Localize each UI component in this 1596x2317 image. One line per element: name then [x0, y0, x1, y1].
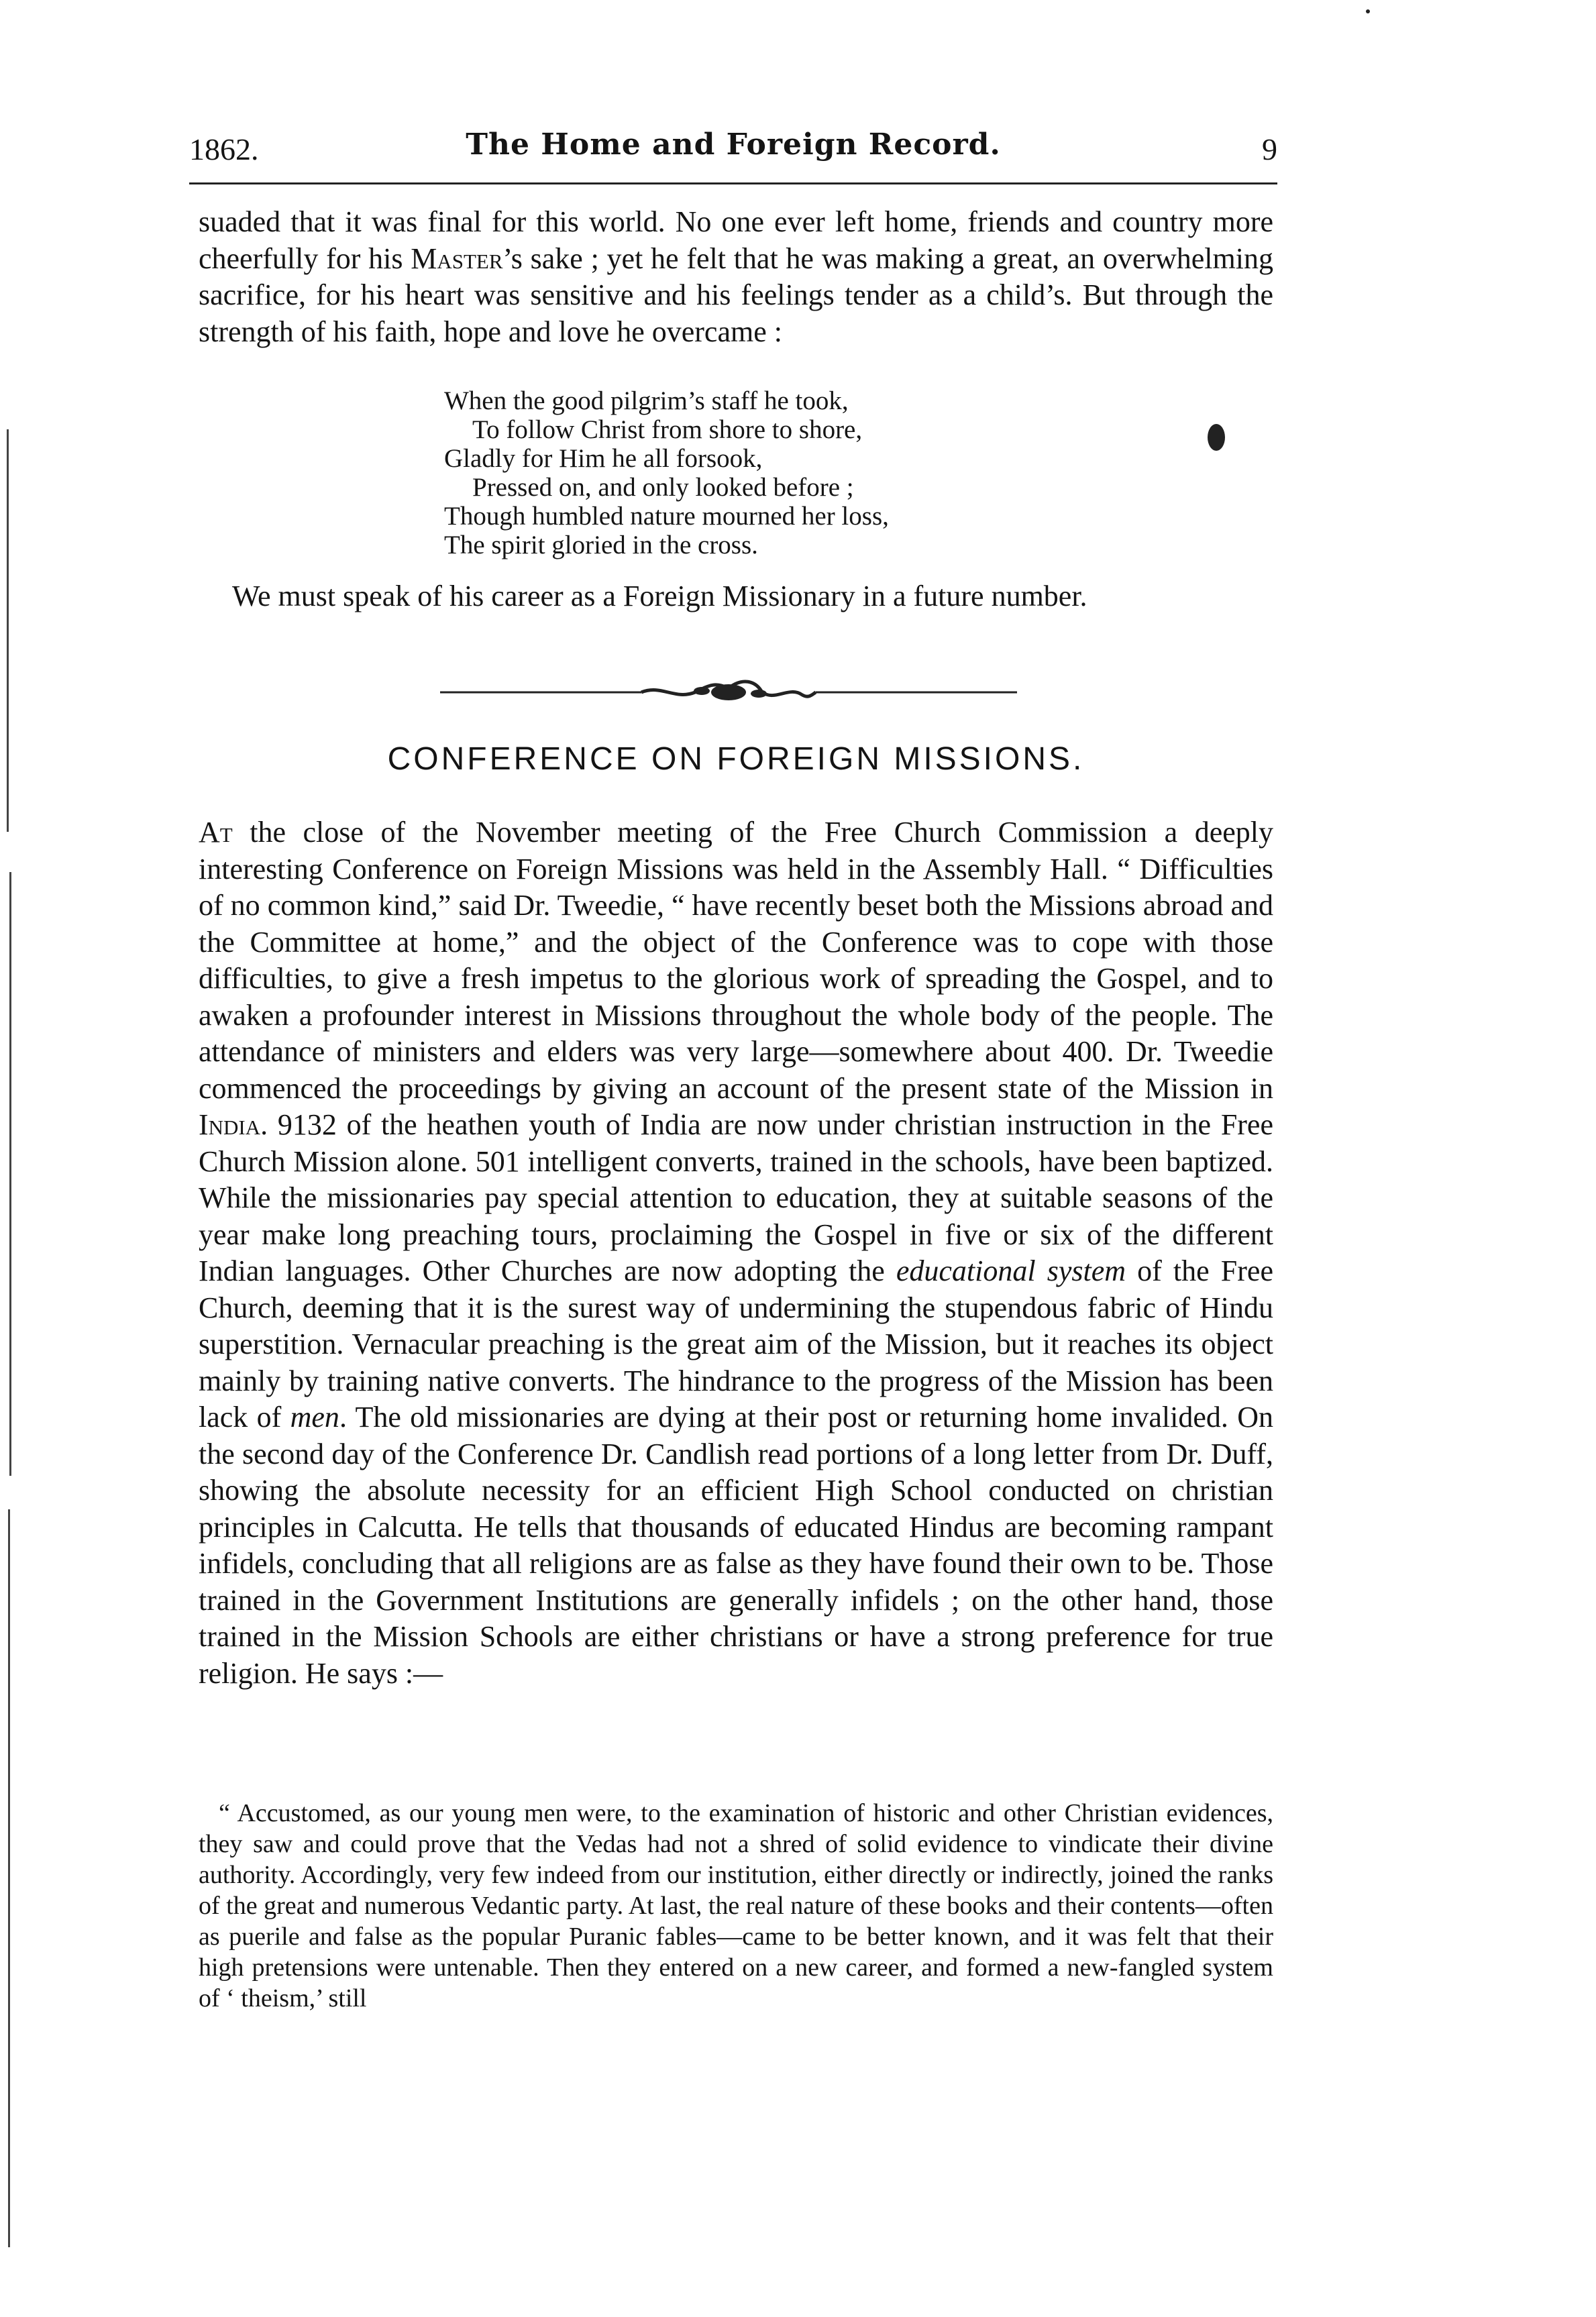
- intro-paragraph-block: [199, 204, 1273, 350]
- ink-blot: [1208, 424, 1225, 451]
- article-india: India: [199, 1108, 261, 1141]
- intro-master: Master: [411, 241, 503, 275]
- page-number: 9: [1262, 132, 1277, 166]
- ornamental-divider: [440, 672, 1017, 712]
- ink-speck: [1366, 9, 1370, 13]
- article-body: [199, 814, 1273, 1692]
- intro-text-b: ’s sake ; yet he felt that he was making a great, an overwhelming sacrifice, for his heart was sensitive and his feelings tender as a child’s. But through the strength of his faith, hope and love he overcame :: [199, 241, 1273, 348]
- article-paragraph: [199, 814, 1273, 1692]
- intro-paragraph: [199, 204, 1273, 350]
- running-header: [189, 126, 1277, 173]
- poem-line: Pressed on, and only looked before ;: [472, 473, 854, 502]
- article-text-d: . The old missionaries are dying at their post or returning home invalided. On the second day of the Conference Dr. Candlish read portions of a long letter from Dr. Duff, showing the absolute necessity for an efficient High School conducted on christian principles in Calcutta. He tells that thousands of educated Hindus are becoming rampant infidels, concluding that all religions are as false as they have found their own to be. Those trained in the Government Institutions are generally infidels ; on the other hand, those trained in the Mission Schools are either christians or have a strong preference for true religion. He says :—: [199, 1401, 1274, 1690]
- poem: [444, 386, 1048, 559]
- article-text-c: of the Free Church, deeming that it is the surest way of undermining the stupendous fabric of Hindu superstition. Vernacular preaching is the great aim of the Mission, but it reaches its object mainly by training native converts. The hindrance to the progress of the Mission has been lack of: [199, 1254, 1273, 1434]
- quoted-letter: [199, 1798, 1273, 2014]
- header-title: The Home and Foreign Record.: [466, 127, 1001, 162]
- poem-line: The spirit gloried in the cross.: [444, 531, 758, 559]
- poem-line: Gladly for Him he all forsook,: [444, 444, 763, 473]
- article-educational-system: educational system: [896, 1254, 1126, 1287]
- quote-paragraph: “ Accustomed, as our young men were, to the examination of historic and other Christian evidences, they saw and could prove that the Vedas had not a shred of solid evidence to vindicate their divine authority. Accordingly, very few indeed from our institution, either directly or indirectly, joined the ranks of the great and numerous Vedantic party. At last, the real nature of these books and their contents—often as puerile and false as the popular Puranic fables—came to be better known, and it was felt that their high pretensions were untenable. Then they entered on a new career, and formed a new-fangled system of ‘ theism,’ still: [199, 1799, 1273, 2012]
- closing-sentence: We must speak of his career as a Foreign Missionary in a future number.: [232, 580, 1087, 612]
- article-opening-word: At: [199, 816, 233, 849]
- poem-line: Though humbled nature mourned her loss,: [444, 502, 889, 531]
- article-text-b: . 9132 of the heathen youth of India are now under christian instruction in the Free Church Mission alone. 501 intelligent converts, trained in the schools, have been baptized. While the missionaries pay special attention to education, they at suitable seasons of the year make long preaching tours, proclaiming the Gospel in five or six of the different Indian languages. Other Churches are now adopting the: [199, 1108, 1273, 1287]
- article-heading: CONFERENCE ON FOREIGN MISSIONS.: [387, 741, 1085, 777]
- article-men: men: [290, 1401, 339, 1434]
- article-text-a: the close of the November meeting of the Free Church Commission a deeply interesting Conference on Foreign Missions was held in the Assembly Hall. “ Difficulties of no common kind,” said Dr. Tweedie, “ have recently beset both the Missions abroad and the Committee at home,” and the object of the Conference was to cope with those difficulties, to give a fresh impetus to the glorious work of spreading the Gospel, and to awaken a profounder interest in Missions throughout the whole body of the people. The attendance of ministers and elders was very large—somewhere about 400. Dr. Tweedie commenced the proceedings by giving an account of the present state of the Mission in: [199, 816, 1273, 1105]
- header-rule: [189, 182, 1277, 184]
- poem-line: To follow Christ from shore to shore,: [472, 415, 863, 444]
- intro-text-a: suaded that it was final for this world. No one ever left home, friends and country more cheerfully for his: [199, 205, 1273, 275]
- binding-edge: [0, 0, 27, 2317]
- header-year: 1862.: [189, 132, 259, 166]
- poem-line: When the good pilgrim’s staff he took,: [444, 386, 849, 415]
